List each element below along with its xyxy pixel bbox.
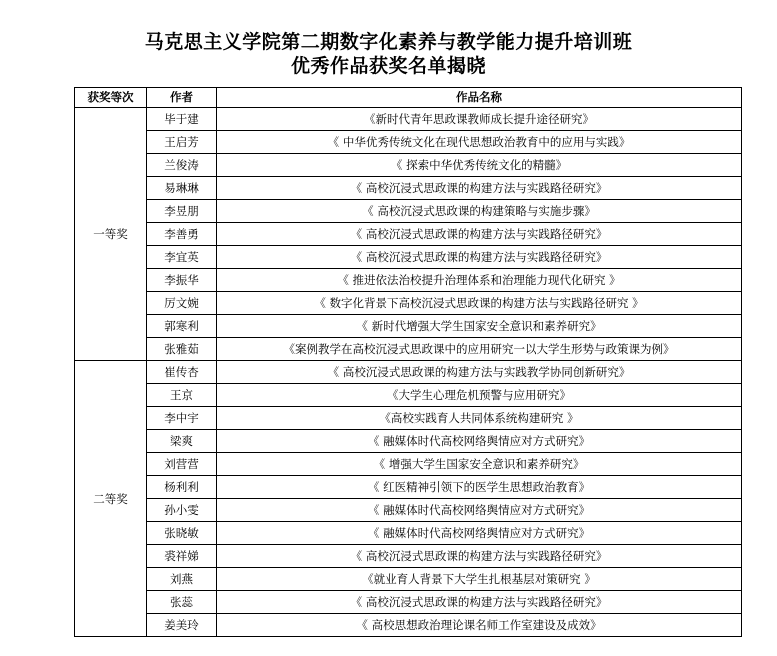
table-row	[75, 246, 742, 269]
table-row	[75, 591, 742, 614]
author-cell: 毕于建	[147, 108, 217, 131]
work-title-cell: 《 高校沉浸式思政课的构建策略与实施步骤》	[217, 200, 742, 223]
work-title-cell: 《 高校沉浸式思政课的构建方法与实践路径研究》	[217, 545, 742, 568]
table-row	[75, 131, 742, 154]
page-subtitle: 优秀作品获奖名单揭晓	[290, 55, 486, 77]
table-row	[75, 499, 742, 522]
table-row	[75, 361, 742, 384]
author-cell: 杨利利	[147, 476, 217, 499]
award-table	[74, 87, 742, 637]
work-title-cell: 《 数字化背景下高校沉浸式思政课的构建方法与实践路径研究 》	[217, 292, 742, 315]
author-cell: 李昱朋	[147, 200, 217, 223]
author-cell: 裘祥娣	[147, 545, 217, 568]
header-rank: 获奖等次	[75, 88, 147, 108]
work-title-cell: 《 中华优秀传统文化在现代思想政治教育中的应用与实践》	[217, 131, 742, 154]
work-title-cell: 《就业育人背景下大学生扎根基层对策研究 》	[217, 568, 742, 591]
work-title-cell: 《高校实践育人共同体系统构建研究 》	[217, 407, 742, 430]
work-title-cell: 《大学生心理危机预警与应用研究》	[217, 384, 742, 407]
work-title-cell: 《 增强大学生国家安全意识和素养研究》	[217, 453, 742, 476]
table-row	[75, 269, 742, 292]
page-title: 马克思主义学院第二期数字化素养与教学能力提升培训班	[144, 31, 633, 53]
work-title-cell: 《 探索中华优秀传统文化的精髓》	[217, 154, 742, 177]
table-row	[75, 177, 742, 200]
author-cell: 李善勇	[147, 223, 217, 246]
work-title-cell: 《 推进依法治校提升治理体系和治理能力现代化研究 》	[217, 269, 742, 292]
table-row	[75, 154, 742, 177]
work-title-cell: 《 高校沉浸式思政课的构建方法与实践教学协同创新研究》	[217, 361, 742, 384]
work-title-cell: 《 高校沉浸式思政课的构建方法与实践路径研究》	[217, 223, 742, 246]
award-rank-cell: 二等奖	[75, 361, 147, 637]
author-cell: 厉文婉	[147, 292, 217, 315]
author-cell: 李宜英	[147, 246, 217, 269]
work-title-cell: 《 高校沉浸式思政课的构建方法与实践路径研究》	[217, 177, 742, 200]
author-cell: 张晓敏	[147, 522, 217, 545]
author-cell: 孙小雯	[147, 499, 217, 522]
work-title-cell: 《 高校思想政治理论课名师工作室建设及成效》	[217, 614, 742, 637]
author-cell: 郭寒利	[147, 315, 217, 338]
author-cell: 崔传杏	[147, 361, 217, 384]
table-row	[75, 430, 742, 453]
table-row	[75, 384, 742, 407]
author-cell: 姜美玲	[147, 614, 217, 637]
author-cell: 梁爽	[147, 430, 217, 453]
work-title-cell: 《案例教学在高校沉浸式思政课中的应用研究一以大学生形势与政策课为例》	[217, 338, 742, 361]
author-cell: 刘营营	[147, 453, 217, 476]
table-row	[75, 453, 742, 476]
work-title-cell: 《 融媒体时代高校网络舆情应对方式研究》	[217, 430, 742, 453]
table-row	[75, 407, 742, 430]
table-row	[75, 545, 742, 568]
work-title-cell: 《 红医精神引领下的医学生思想政治教育》	[217, 476, 742, 499]
author-cell: 张蕊	[147, 591, 217, 614]
author-cell: 李振华	[147, 269, 217, 292]
author-cell: 王京	[147, 384, 217, 407]
table-row	[75, 108, 742, 131]
author-cell: 李中宇	[147, 407, 217, 430]
table-body	[75, 108, 742, 637]
table-row	[75, 614, 742, 637]
table-row	[75, 315, 742, 338]
table-row	[75, 568, 742, 591]
award-rank-cell: 一等奖	[75, 108, 147, 361]
author-cell: 王启芳	[147, 131, 217, 154]
work-title-cell: 《 高校沉浸式思政课的构建方法与实践路径研究》	[217, 246, 742, 269]
work-title-cell: 《新时代青年思政课教师成长提升途径研究》	[217, 108, 742, 131]
table-row	[75, 292, 742, 315]
author-cell: 张雅茹	[147, 338, 217, 361]
work-title-cell: 《 融媒体时代高校网络舆情应对方式研究》	[217, 499, 742, 522]
table-row	[75, 476, 742, 499]
header-author: 作者	[147, 88, 217, 108]
author-cell: 刘燕	[147, 568, 217, 591]
table-row	[75, 223, 742, 246]
table-row	[75, 200, 742, 223]
header-work: 作品名称	[217, 88, 742, 108]
author-cell: 兰俊涛	[147, 154, 217, 177]
author-cell: 易琳琳	[147, 177, 217, 200]
work-title-cell: 《 融媒体时代高校网络舆情应对方式研究》	[217, 522, 742, 545]
work-title-cell: 《 高校沉浸式思政课的构建方法与实践路径研究》	[217, 591, 742, 614]
table-header-row	[75, 88, 742, 108]
table-row	[75, 338, 742, 361]
work-title-cell: 《 新时代增强大学生国家安全意识和素养研究》	[217, 315, 742, 338]
table-row	[75, 522, 742, 545]
